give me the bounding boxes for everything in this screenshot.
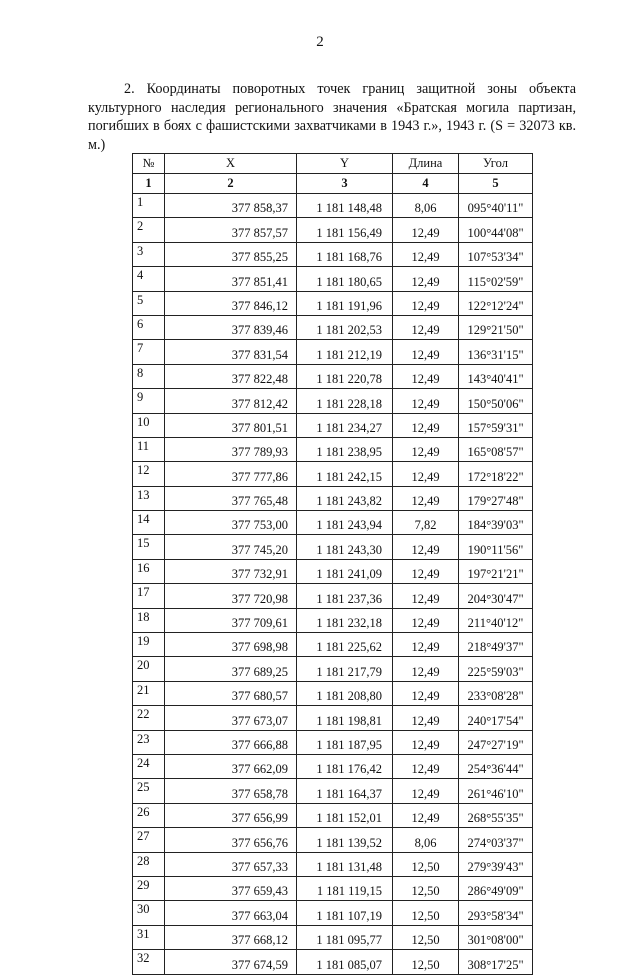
coordinates-table bbox=[132, 153, 533, 975]
x-coordinate-cell: 377 732,91 bbox=[165, 559, 297, 583]
angle-cell: 247°27'19" bbox=[459, 730, 533, 754]
length-cell: 12,49 bbox=[393, 535, 459, 559]
angle-cell: 184°39'03" bbox=[459, 511, 533, 535]
angle-cell: 254°36'44" bbox=[459, 754, 533, 778]
length-cell: 12,49 bbox=[393, 486, 459, 510]
length-cell: 12,49 bbox=[393, 315, 459, 339]
x-coordinate-cell: 377 659,43 bbox=[165, 876, 297, 900]
point-number-cell: 12 bbox=[133, 462, 165, 486]
point-number-cell: 6 bbox=[133, 315, 165, 339]
x-coordinate-cell: 377 680,57 bbox=[165, 681, 297, 705]
point-number-cell: 24 bbox=[133, 754, 165, 778]
x-coordinate-cell: 377 656,76 bbox=[165, 828, 297, 852]
column-number: 5 bbox=[459, 174, 533, 194]
table-row bbox=[133, 194, 533, 218]
table-row bbox=[133, 681, 533, 705]
x-coordinate-cell: 377 658,78 bbox=[165, 779, 297, 803]
point-number-cell: 31 bbox=[133, 925, 165, 949]
angle-cell: 268°55'35" bbox=[459, 803, 533, 827]
point-number-cell: 4 bbox=[133, 267, 165, 291]
table-row bbox=[133, 925, 533, 949]
header-x: X bbox=[165, 154, 297, 174]
length-cell: 12,49 bbox=[393, 584, 459, 608]
table-row bbox=[133, 437, 533, 461]
table-row bbox=[133, 291, 533, 315]
table-row bbox=[133, 559, 533, 583]
length-cell: 12,49 bbox=[393, 364, 459, 388]
x-coordinate-cell: 377 745,20 bbox=[165, 535, 297, 559]
y-coordinate-cell: 1 181 180,65 bbox=[297, 267, 393, 291]
length-cell: 12,50 bbox=[393, 901, 459, 925]
angle-cell: 293°58'34" bbox=[459, 901, 533, 925]
length-cell: 12,49 bbox=[393, 340, 459, 364]
length-cell: 12,49 bbox=[393, 437, 459, 461]
table-row bbox=[133, 364, 533, 388]
point-number-cell: 8 bbox=[133, 364, 165, 388]
table-row bbox=[133, 852, 533, 876]
column-number: 1 bbox=[133, 174, 165, 194]
angle-cell: 233°08'28" bbox=[459, 681, 533, 705]
point-number-cell: 21 bbox=[133, 681, 165, 705]
point-number-cell: 10 bbox=[133, 413, 165, 437]
angle-cell: 261°46'10" bbox=[459, 779, 533, 803]
y-coordinate-cell: 1 181 156,49 bbox=[297, 218, 393, 242]
point-number-cell: 30 bbox=[133, 901, 165, 925]
length-cell: 12,49 bbox=[393, 413, 459, 437]
table-row bbox=[133, 608, 533, 632]
angle-cell: 129°21'50" bbox=[459, 315, 533, 339]
point-number-cell: 27 bbox=[133, 828, 165, 852]
x-coordinate-cell: 377 720,98 bbox=[165, 584, 297, 608]
point-number-cell: 29 bbox=[133, 876, 165, 900]
angle-cell: 143°40'41" bbox=[459, 364, 533, 388]
x-coordinate-cell: 377 657,33 bbox=[165, 852, 297, 876]
angle-cell: 179°27'48" bbox=[459, 486, 533, 510]
angle-cell: 122°12'24" bbox=[459, 291, 533, 315]
length-cell: 12,49 bbox=[393, 754, 459, 778]
x-coordinate-cell: 377 663,04 bbox=[165, 901, 297, 925]
point-number-cell: 25 bbox=[133, 779, 165, 803]
point-number-cell: 15 bbox=[133, 535, 165, 559]
x-coordinate-cell: 377 668,12 bbox=[165, 925, 297, 949]
angle-cell: 225°59'03" bbox=[459, 657, 533, 681]
table-row bbox=[133, 462, 533, 486]
angle-cell: 190°11'56" bbox=[459, 535, 533, 559]
x-coordinate-cell: 377 831,54 bbox=[165, 340, 297, 364]
y-coordinate-cell: 1 181 176,42 bbox=[297, 754, 393, 778]
table-row bbox=[133, 706, 533, 730]
header-angle: Угол bbox=[459, 154, 533, 174]
length-cell: 12,49 bbox=[393, 681, 459, 705]
table-row bbox=[133, 803, 533, 827]
x-coordinate-cell: 377 789,93 bbox=[165, 437, 297, 461]
y-coordinate-cell: 1 181 243,94 bbox=[297, 511, 393, 535]
point-number-cell: 26 bbox=[133, 803, 165, 827]
y-coordinate-cell: 1 181 208,80 bbox=[297, 681, 393, 705]
x-coordinate-cell: 377 666,88 bbox=[165, 730, 297, 754]
point-number-cell: 19 bbox=[133, 633, 165, 657]
angle-cell: 308°17'25" bbox=[459, 950, 533, 974]
x-coordinate-cell: 377 839,46 bbox=[165, 315, 297, 339]
y-coordinate-cell: 1 181 234,27 bbox=[297, 413, 393, 437]
point-number-cell: 22 bbox=[133, 706, 165, 730]
table-row bbox=[133, 950, 533, 974]
angle-cell: 286°49'09" bbox=[459, 876, 533, 900]
table-row bbox=[133, 340, 533, 364]
y-coordinate-cell: 1 181 198,81 bbox=[297, 706, 393, 730]
point-number-cell: 28 bbox=[133, 852, 165, 876]
length-cell: 12,49 bbox=[393, 633, 459, 657]
x-coordinate-cell: 377 662,09 bbox=[165, 754, 297, 778]
angle-cell: 240°17'54" bbox=[459, 706, 533, 730]
angle-cell: 165°08'57" bbox=[459, 437, 533, 461]
x-coordinate-cell: 377 851,41 bbox=[165, 267, 297, 291]
x-coordinate-cell: 377 822,48 bbox=[165, 364, 297, 388]
angle-cell: 301°08'00" bbox=[459, 925, 533, 949]
y-coordinate-cell: 1 181 243,30 bbox=[297, 535, 393, 559]
point-number-cell: 23 bbox=[133, 730, 165, 754]
length-cell: 12,49 bbox=[393, 730, 459, 754]
length-cell: 12,49 bbox=[393, 657, 459, 681]
y-coordinate-cell: 1 181 220,78 bbox=[297, 364, 393, 388]
length-cell: 12,49 bbox=[393, 242, 459, 266]
y-coordinate-cell: 1 181 168,76 bbox=[297, 242, 393, 266]
angle-cell: 204°30'47" bbox=[459, 584, 533, 608]
column-number: 2 bbox=[165, 174, 297, 194]
column-number: 4 bbox=[393, 174, 459, 194]
x-coordinate-cell: 377 698,98 bbox=[165, 633, 297, 657]
length-cell: 12,49 bbox=[393, 218, 459, 242]
length-cell: 12,49 bbox=[393, 462, 459, 486]
table-row bbox=[133, 315, 533, 339]
x-coordinate-cell: 377 777,86 bbox=[165, 462, 297, 486]
angle-cell: 136°31'15" bbox=[459, 340, 533, 364]
table-row bbox=[133, 242, 533, 266]
length-cell: 8,06 bbox=[393, 828, 459, 852]
y-coordinate-cell: 1 181 152,01 bbox=[297, 803, 393, 827]
y-coordinate-cell: 1 181 139,52 bbox=[297, 828, 393, 852]
point-number-cell: 16 bbox=[133, 559, 165, 583]
point-number-cell: 11 bbox=[133, 437, 165, 461]
length-cell: 12,49 bbox=[393, 267, 459, 291]
x-coordinate-cell: 377 689,25 bbox=[165, 657, 297, 681]
y-coordinate-cell: 1 181 241,09 bbox=[297, 559, 393, 583]
table-row bbox=[133, 584, 533, 608]
y-coordinate-cell: 1 181 238,95 bbox=[297, 437, 393, 461]
table-row bbox=[133, 730, 533, 754]
angle-cell: 095°40'11" bbox=[459, 194, 533, 218]
y-coordinate-cell: 1 181 095,77 bbox=[297, 925, 393, 949]
y-coordinate-cell: 1 181 212,19 bbox=[297, 340, 393, 364]
length-cell: 8,06 bbox=[393, 194, 459, 218]
table-row bbox=[133, 218, 533, 242]
x-coordinate-cell: 377 753,00 bbox=[165, 511, 297, 535]
point-number-cell: 7 bbox=[133, 340, 165, 364]
y-coordinate-cell: 1 181 228,18 bbox=[297, 389, 393, 413]
header-number: № bbox=[133, 154, 165, 174]
length-cell: 12,49 bbox=[393, 389, 459, 413]
y-coordinate-cell: 1 181 225,62 bbox=[297, 633, 393, 657]
point-number-cell: 2 bbox=[133, 218, 165, 242]
angle-cell: 150°50'06" bbox=[459, 389, 533, 413]
y-coordinate-cell: 1 181 202,53 bbox=[297, 315, 393, 339]
table-row bbox=[133, 267, 533, 291]
y-coordinate-cell: 1 181 217,79 bbox=[297, 657, 393, 681]
y-coordinate-cell: 1 181 164,37 bbox=[297, 779, 393, 803]
column-number: 3 bbox=[297, 174, 393, 194]
y-coordinate-cell: 1 181 187,95 bbox=[297, 730, 393, 754]
point-number-cell: 18 bbox=[133, 608, 165, 632]
column-numbers-row bbox=[133, 174, 533, 194]
x-coordinate-cell: 377 846,12 bbox=[165, 291, 297, 315]
x-coordinate-cell: 377 858,37 bbox=[165, 194, 297, 218]
table-row bbox=[133, 413, 533, 437]
point-number-cell: 13 bbox=[133, 486, 165, 510]
angle-cell: 157°59'31" bbox=[459, 413, 533, 437]
table-header-row bbox=[133, 154, 533, 174]
point-number-cell: 1 bbox=[133, 194, 165, 218]
point-number-cell: 3 bbox=[133, 242, 165, 266]
y-coordinate-cell: 1 181 243,82 bbox=[297, 486, 393, 510]
point-number-cell: 17 bbox=[133, 584, 165, 608]
table-body bbox=[133, 194, 533, 975]
length-cell: 12,49 bbox=[393, 779, 459, 803]
length-cell: 12,49 bbox=[393, 706, 459, 730]
table-row bbox=[133, 779, 533, 803]
x-coordinate-cell: 377 765,48 bbox=[165, 486, 297, 510]
x-coordinate-cell: 377 855,25 bbox=[165, 242, 297, 266]
table-row bbox=[133, 511, 533, 535]
point-number-cell: 14 bbox=[133, 511, 165, 535]
x-coordinate-cell: 377 673,07 bbox=[165, 706, 297, 730]
table-row bbox=[133, 389, 533, 413]
x-coordinate-cell: 377 801,51 bbox=[165, 413, 297, 437]
point-number-cell: 9 bbox=[133, 389, 165, 413]
y-coordinate-cell: 1 181 242,15 bbox=[297, 462, 393, 486]
point-number-cell: 20 bbox=[133, 657, 165, 681]
length-cell: 12,50 bbox=[393, 876, 459, 900]
header-length: Длина bbox=[393, 154, 459, 174]
table-row bbox=[133, 535, 533, 559]
table-row bbox=[133, 876, 533, 900]
y-coordinate-cell: 1 181 191,96 bbox=[297, 291, 393, 315]
y-coordinate-cell: 1 181 119,15 bbox=[297, 876, 393, 900]
angle-cell: 279°39'43" bbox=[459, 852, 533, 876]
y-coordinate-cell: 1 181 131,48 bbox=[297, 852, 393, 876]
table-row bbox=[133, 901, 533, 925]
page-number: 2 bbox=[316, 34, 324, 50]
angle-cell: 107°53'34" bbox=[459, 242, 533, 266]
table-row bbox=[133, 486, 533, 510]
length-cell: 12,50 bbox=[393, 925, 459, 949]
angle-cell: 211°40'12" bbox=[459, 608, 533, 632]
length-cell: 12,50 bbox=[393, 950, 459, 974]
x-coordinate-cell: 377 857,57 bbox=[165, 218, 297, 242]
y-coordinate-cell: 1 181 148,48 bbox=[297, 194, 393, 218]
length-cell: 12,49 bbox=[393, 559, 459, 583]
table-row bbox=[133, 633, 533, 657]
length-cell: 12,49 bbox=[393, 803, 459, 827]
angle-cell: 218°49'37" bbox=[459, 633, 533, 657]
angle-cell: 197°21'21" bbox=[459, 559, 533, 583]
x-coordinate-cell: 377 656,99 bbox=[165, 803, 297, 827]
point-number-cell: 32 bbox=[133, 950, 165, 974]
length-cell: 12,50 bbox=[393, 852, 459, 876]
header-y: Y bbox=[297, 154, 393, 174]
x-coordinate-cell: 377 674,59 bbox=[165, 950, 297, 974]
x-coordinate-cell: 377 812,42 bbox=[165, 389, 297, 413]
y-coordinate-cell: 1 181 107,19 bbox=[297, 901, 393, 925]
angle-cell: 115°02'59" bbox=[459, 267, 533, 291]
section-heading: 2. Координаты поворотных точек границ защитной зоны объекта культурного наследия регионального значения «Братская могила партизан, погибших в боях с фашистскими захватчиками в 1943 г.», 1943 г. (S = 32073 кв. м.) bbox=[88, 81, 576, 153]
table-row bbox=[133, 657, 533, 681]
table-row bbox=[133, 754, 533, 778]
angle-cell: 274°03'37" bbox=[459, 828, 533, 852]
angle-cell: 172°18'22" bbox=[459, 462, 533, 486]
length-cell: 12,49 bbox=[393, 291, 459, 315]
length-cell: 12,49 bbox=[393, 608, 459, 632]
y-coordinate-cell: 1 181 232,18 bbox=[297, 608, 393, 632]
length-cell: 7,82 bbox=[393, 511, 459, 535]
y-coordinate-cell: 1 181 237,36 bbox=[297, 584, 393, 608]
x-coordinate-cell: 377 709,61 bbox=[165, 608, 297, 632]
point-number-cell: 5 bbox=[133, 291, 165, 315]
table-row bbox=[133, 828, 533, 852]
angle-cell: 100°44'08" bbox=[459, 218, 533, 242]
y-coordinate-cell: 1 181 085,07 bbox=[297, 950, 393, 974]
